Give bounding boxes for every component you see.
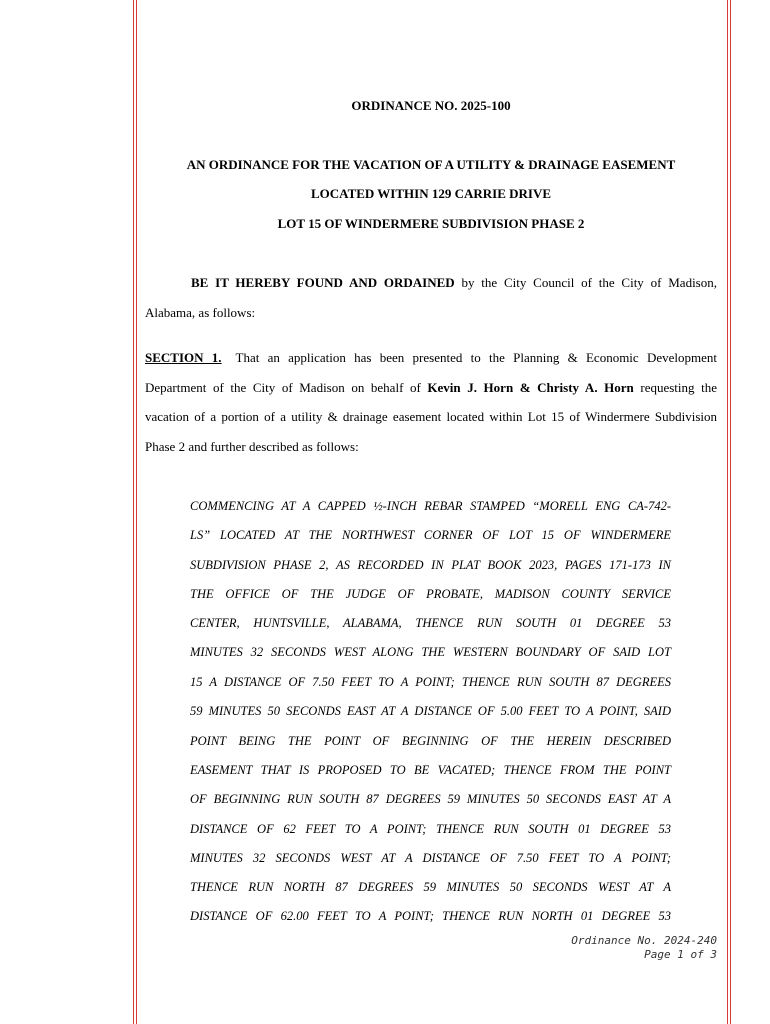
description-line: MINUTES 32 SECONDS WEST AT A DISTANCE OF 7.50 FEET TO A POINT; xyxy=(190,851,671,865)
title-line-1: AN ORDINANCE FOR THE VACATION OF A UTILITY & DRAINAGE EASEMENT xyxy=(186,157,676,172)
description-line: SUBDIVISION PHASE 2, AS RECORDED IN PLAT BOOK 2023, PAGES 171-173 IN xyxy=(190,558,671,572)
preamble-line-2: Alabama, as follows: xyxy=(145,305,256,320)
section1-label: SECTION 1. xyxy=(145,350,222,365)
ordinance-number: ORDINANCE NO. 2025-100 xyxy=(351,98,511,113)
description-line: DISTANCE OF 62 FEET TO A POINT; THENCE RUN SOUTH 01 DEGREE 53 xyxy=(190,822,671,836)
description-line: 59 MINUTES 50 SECONDS EAST AT A DISTANCE OF 5.00 FEET TO A POINT, SAID xyxy=(190,704,671,718)
left-margin-line-inner xyxy=(136,0,137,1024)
footer-page-number: Page 1 of 3 xyxy=(644,948,717,961)
section1-line1-text: That an application has been presented to the Planning & Economic Development xyxy=(235,350,717,365)
section1-line-2 xyxy=(145,380,717,396)
section1-line-4: Phase 2 and further described as follows: xyxy=(145,439,359,454)
footer-ordinance-ref: Ordinance No. 2024-240 xyxy=(571,934,717,947)
left-margin-line-outer xyxy=(133,0,134,1024)
applicant-names: Kevin J. Horn & Christy A. Horn xyxy=(427,380,634,395)
section1-line-1 xyxy=(145,350,717,366)
section1-line2-pre: Department of the City of Madison on behalf of xyxy=(145,380,428,395)
description-line: THENCE RUN NORTH 87 DEGREES 59 MINUTES 50 SECONDS WEST AT A xyxy=(190,880,671,894)
description-line: COMMENCING AT A CAPPED ½-INCH REBAR STAMPED “MORELL ENG CA-742- xyxy=(190,499,671,513)
document-page xyxy=(145,0,717,1024)
right-margin-line-outer xyxy=(730,0,731,1024)
title-line-2: LOCATED WITHIN 129 CARRIE DRIVE xyxy=(310,186,552,201)
section1-line2-post: requesting the xyxy=(633,380,717,395)
description-line: THE OFFICE OF THE JUDGE OF PROBATE, MADISON COUNTY SERVICE xyxy=(190,587,671,601)
right-margin-line-inner xyxy=(727,0,728,1024)
preamble-line-1 xyxy=(145,275,717,291)
description-line: LS” LOCATED AT THE NORTHWEST CORNER OF LOT 15 OF WINDERMERE xyxy=(190,528,671,542)
section1-line-3: vacation of a portion of a utility & drainage easement located within Lot 15 of Windermere Subdivision xyxy=(145,409,717,424)
title-line-3: LOT 15 OF WINDERMERE SUBDIVISION PHASE 2 xyxy=(277,216,585,231)
preamble-bold-lead: BE IT HEREBY FOUND AND ORDAINED xyxy=(191,275,455,290)
description-line: MINUTES 32 SECONDS WEST ALONG THE WESTERN BOUNDARY OF SAID LOT xyxy=(190,645,671,659)
description-line: CENTER, HUNTSVILLE, ALABAMA, THENCE RUN SOUTH 01 DEGREE 53 xyxy=(190,616,671,630)
preamble-rest: by the City Council of the City of Madison, xyxy=(454,275,717,290)
description-line: DISTANCE OF 62.00 FEET TO A POINT; THENCE RUN NORTH 01 DEGREE 53 xyxy=(190,909,671,923)
description-line: OF BEGINNING RUN SOUTH 87 DEGREES 59 MINUTES 50 SECONDS EAST AT A xyxy=(190,792,671,806)
description-line: EASEMENT THAT IS PROPOSED TO BE VACATED; THENCE FROM THE POINT xyxy=(190,763,671,777)
description-line: POINT BEING THE POINT OF BEGINNING OF THE HEREIN DESCRIBED xyxy=(190,734,671,748)
description-line: 15 A DISTANCE OF 7.50 FEET TO A POINT; THENCE RUN SOUTH 87 DEGREES xyxy=(190,675,671,689)
